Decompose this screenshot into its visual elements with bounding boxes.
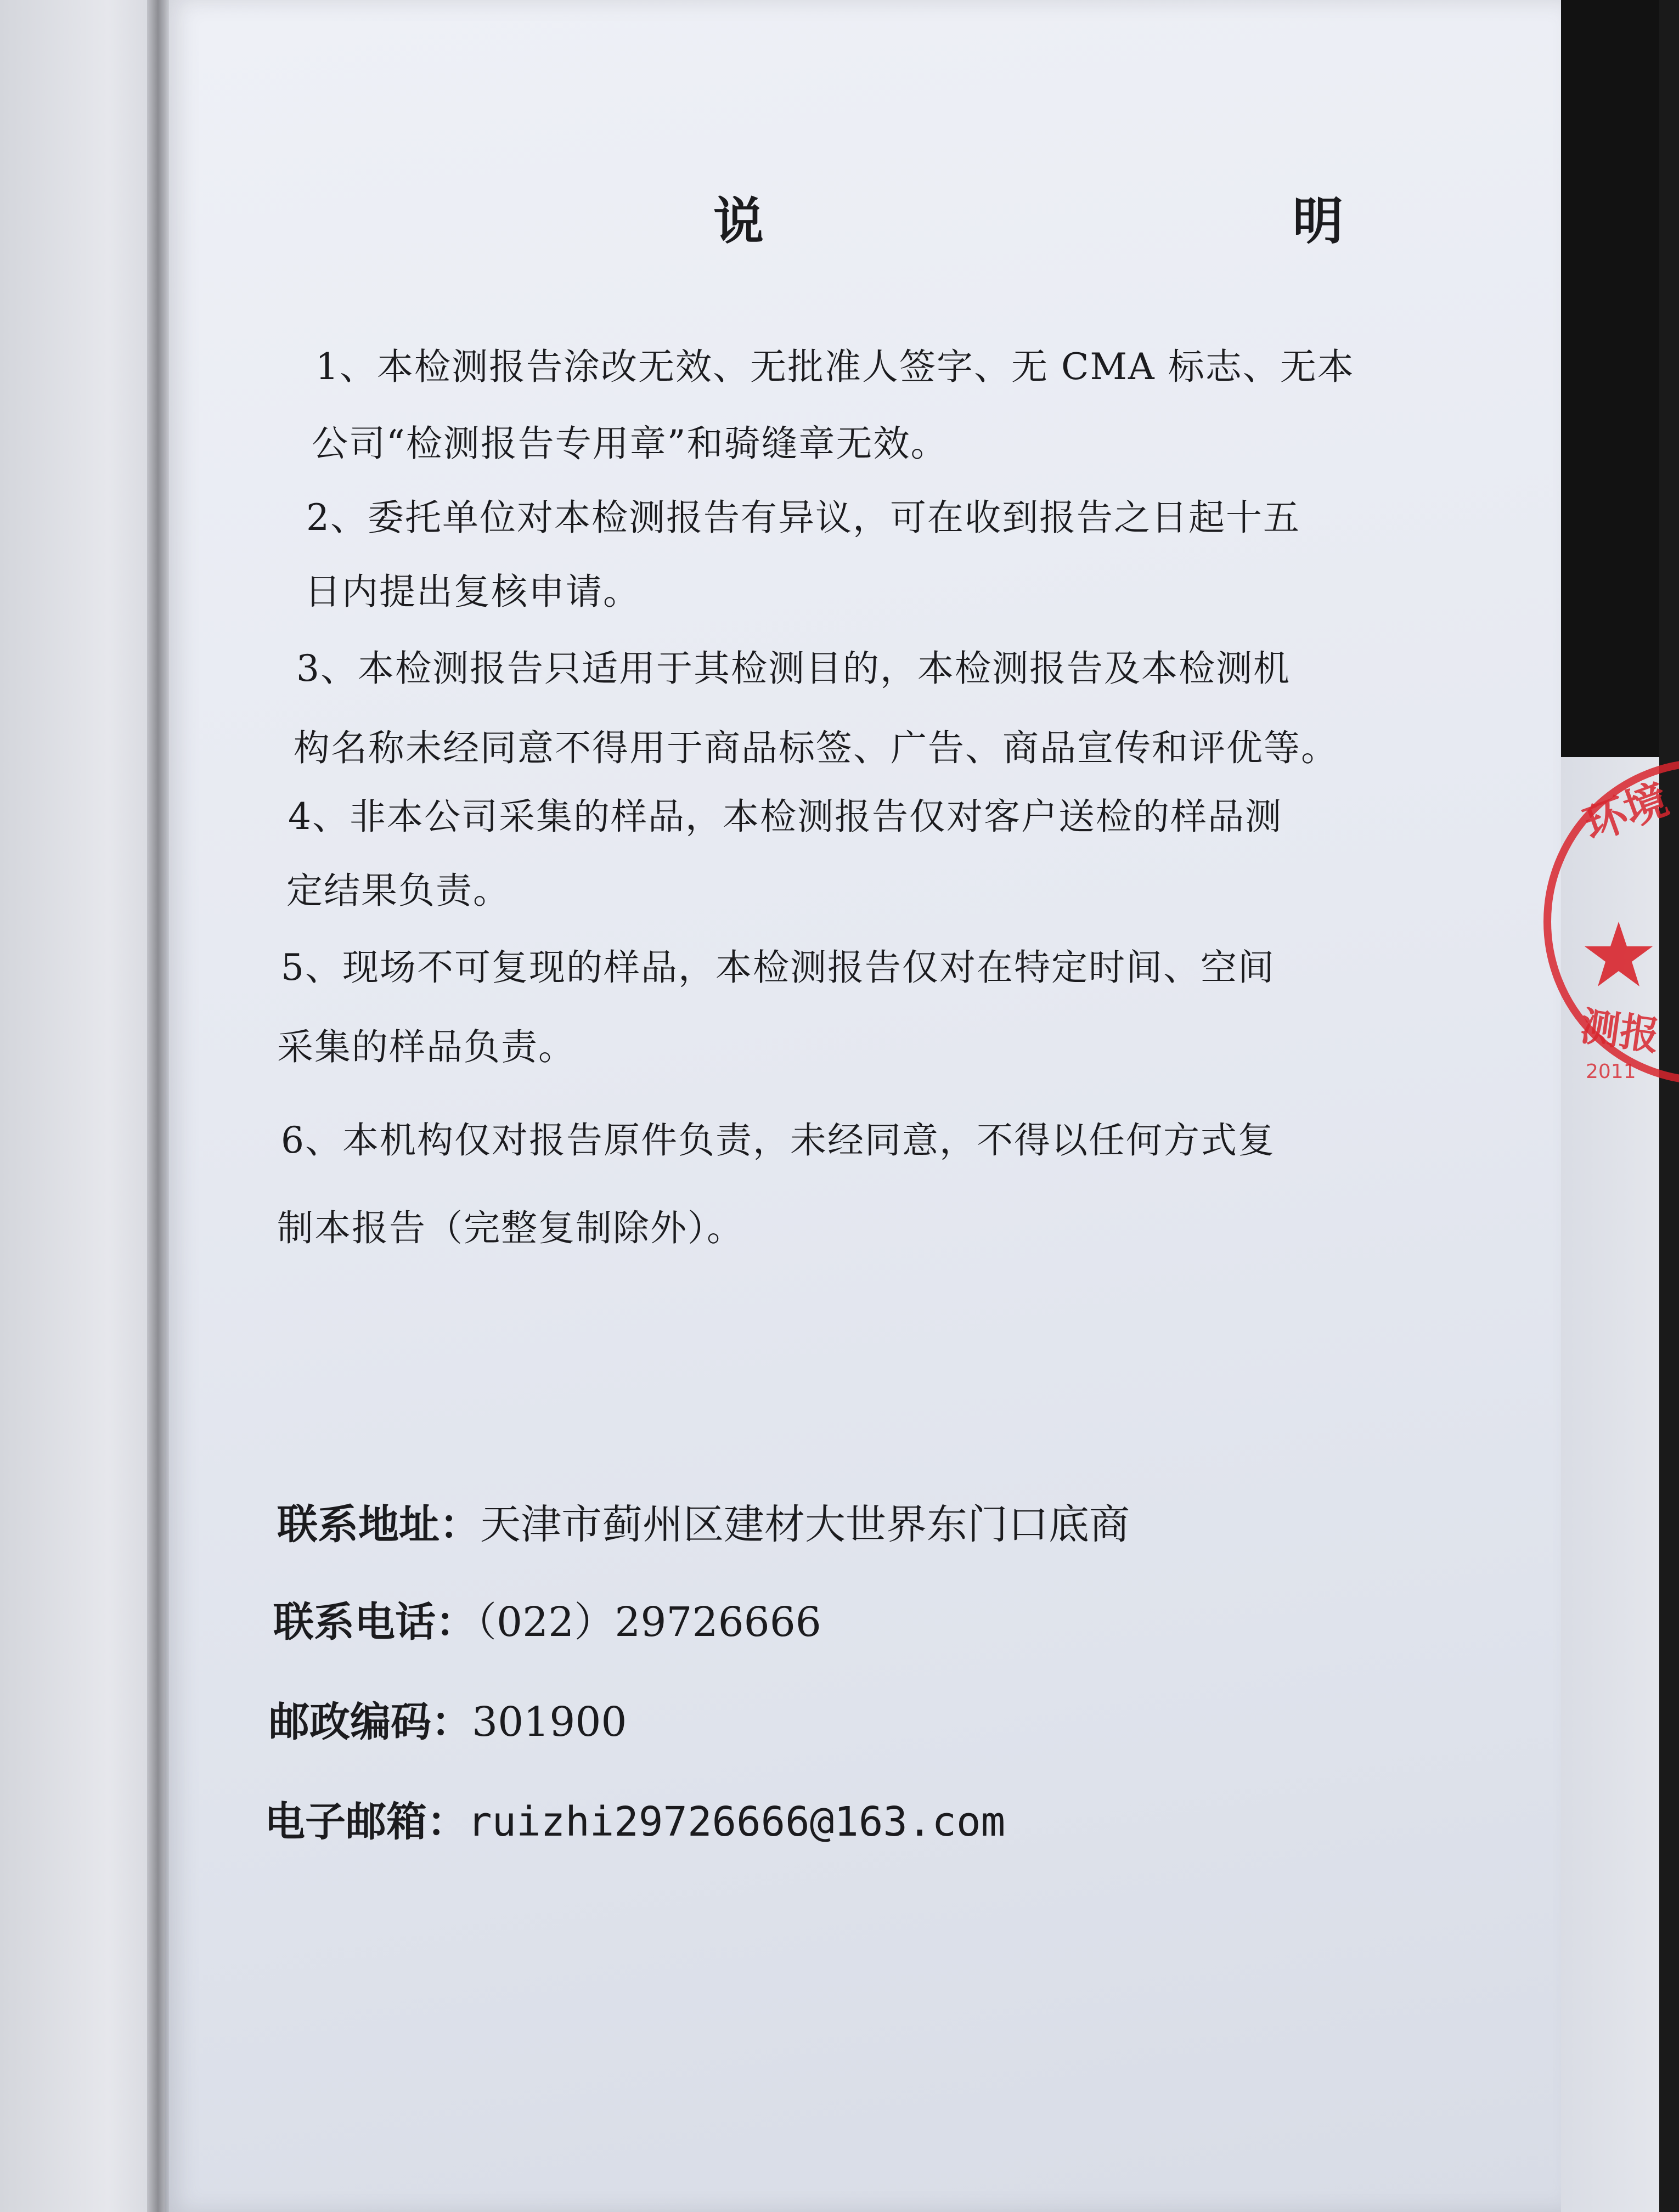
item-4-line-2: 定结果负责。 [286,870,510,912]
item-1-line-1: 1、本检测报告涂改无效、无批准人签字、无 CMA 标志、无本 [315,346,1355,388]
stamp-text-bottom: 测报 [1577,1002,1663,1060]
stamp-seal-icon [1569,757,1679,1097]
email-label: 电子邮箱： [264,1798,467,1846]
postcode-label: 邮政编码： [269,1699,472,1746]
official-stamp [1569,757,1679,1097]
phone-label: 联系电话： [273,1599,476,1646]
contact-email [264,1790,1005,1848]
binding-spine [147,0,169,2212]
item-3-line-2: 构名称未经同意不得用于商品标签、广告、商品宣传和评优等。 [294,727,1338,769]
postcode-value: 301900 [472,1699,627,1746]
page-title: 说 明 [713,191,1486,251]
email-value: ruizhi29726666@163.com [467,1798,1006,1846]
stamp-text-top: 环境 [1577,775,1675,851]
contact-address [277,1492,1130,1550]
item-3-line-1: 3、本检测报告只适用于其检测目的，本检测报告及本检测机 [296,647,1291,690]
address-value: 天津市蓟州区建材大世界东门口底商 [480,1501,1130,1548]
item-6-line-2: 制本报告（完整复制除外）。 [277,1207,744,1249]
address-label: 联系地址： [277,1501,480,1548]
item-6-line-1: 6、本机构仅对报告原件负责，未经同意，不得以任何方式复 [281,1119,1275,1161]
document-page [165,0,1561,2212]
contact-postcode [269,1690,627,1748]
item-5-line-2: 采集的样品负责。 [277,1026,576,1068]
item-2-line-1: 2、委托单位对本检测报告有异议，可在收到报告之日起十五 [306,496,1300,539]
item-1-line-2: 公司“检测报告专用章”和骑缝章无效。 [312,422,948,465]
phone-value: （022）29726666 [476,1599,821,1646]
stamp-text-year: 2011 [1586,1060,1636,1083]
item-5-line-1: 5、现场不可复现的样品，本检测报告仅对在特定时间、空间 [281,946,1275,989]
item-4-line-1: 4、非本公司采集的样品，本检测报告仅对客户送检的样品测 [288,795,1282,838]
item-2-line-2: 日内提出复核申请。 [305,571,640,613]
stamp-star-icon [1585,922,1653,986]
contact-phone [273,1590,821,1648]
